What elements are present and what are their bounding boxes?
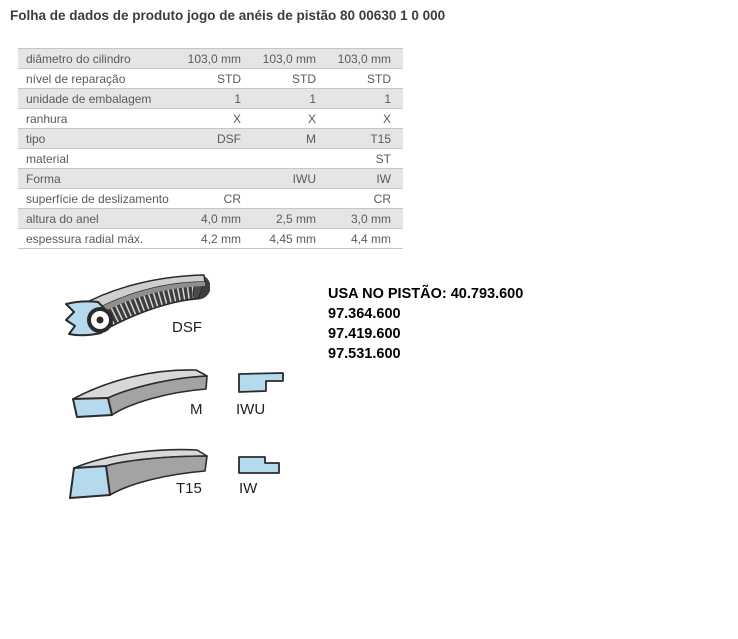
row-value: CR <box>223 192 241 206</box>
iwu-profile-diagram <box>237 371 285 394</box>
row-value: 103,0 mm <box>337 52 391 66</box>
row-label: unidade de embalagem <box>26 92 152 106</box>
row-value <box>178 169 253 188</box>
spec-table <box>18 48 403 249</box>
row-value: CR <box>373 192 391 206</box>
row-value: X <box>307 112 316 126</box>
row-value: 1 <box>234 92 241 106</box>
row-value: 103,0 mm <box>262 52 316 66</box>
row-value: 1 <box>309 92 316 106</box>
iw-profile-diagram <box>237 455 281 475</box>
table-row <box>18 169 403 189</box>
table-row <box>18 209 403 229</box>
row-value: ST <box>375 152 391 166</box>
piston-usage-line: 97.364.600 <box>328 306 401 322</box>
row-value: IW <box>376 172 391 186</box>
row-value <box>253 149 328 168</box>
piston-usage-line: USA NO PISTÃO: 40.793.600 <box>328 286 524 302</box>
t15-ring-label: T15 <box>176 480 202 497</box>
row-value: X <box>382 112 391 126</box>
table-row <box>18 89 403 109</box>
row-value: STD <box>367 72 391 86</box>
m-ring-diagram <box>60 367 210 419</box>
row-value: 4,45 mm <box>269 232 316 246</box>
table-row <box>18 129 403 149</box>
table-row <box>18 229 403 249</box>
row-value: 103,0 mm <box>187 52 241 66</box>
piston-usage-line: 97.419.600 <box>328 326 401 342</box>
row-value: DSF <box>217 132 241 146</box>
page-title: Folha de dados de produto jogo de anéis de pistão 80 00630 1 0 000 <box>10 8 446 23</box>
row-value: T15 <box>370 132 391 146</box>
row-value: 4,0 mm <box>200 212 241 226</box>
table-row <box>18 49 403 69</box>
dsf-ring-label: DSF <box>172 319 202 336</box>
piston-usage-list <box>328 284 523 364</box>
table-row <box>18 109 403 129</box>
row-value: 3,0 mm <box>350 212 391 226</box>
piston-usage-line: 97.531.600 <box>328 346 401 362</box>
row-label: material <box>26 152 69 166</box>
row-value: 4,4 mm <box>350 232 391 246</box>
row-value: X <box>232 112 241 126</box>
row-value: STD <box>292 72 316 86</box>
row-label: altura do anel <box>26 212 99 226</box>
row-label: tipo <box>26 132 46 146</box>
row-label: superfície de deslizamento <box>26 192 169 206</box>
iw-profile-label: IW <box>239 480 258 497</box>
row-value: 2,5 mm <box>275 212 316 226</box>
table-row <box>18 149 403 169</box>
row-value: 1 <box>384 92 391 106</box>
table-row <box>18 69 403 89</box>
row-value: 4,2 mm <box>200 232 241 246</box>
row-label: diâmetro do cilindro <box>26 52 131 66</box>
row-label: nível de reparação <box>26 72 126 86</box>
row-label: ranhura <box>26 112 68 126</box>
row-value: M <box>306 132 316 146</box>
m-ring-label: M <box>190 401 203 418</box>
row-value: STD <box>217 72 241 86</box>
row-value: IWU <box>292 172 316 186</box>
table-row <box>18 189 403 209</box>
row-value <box>178 149 253 168</box>
row-label: espessura radial máx. <box>26 232 144 246</box>
row-label: Forma <box>26 172 61 186</box>
row-value <box>253 189 328 208</box>
iwu-profile-label: IWU <box>236 401 266 418</box>
